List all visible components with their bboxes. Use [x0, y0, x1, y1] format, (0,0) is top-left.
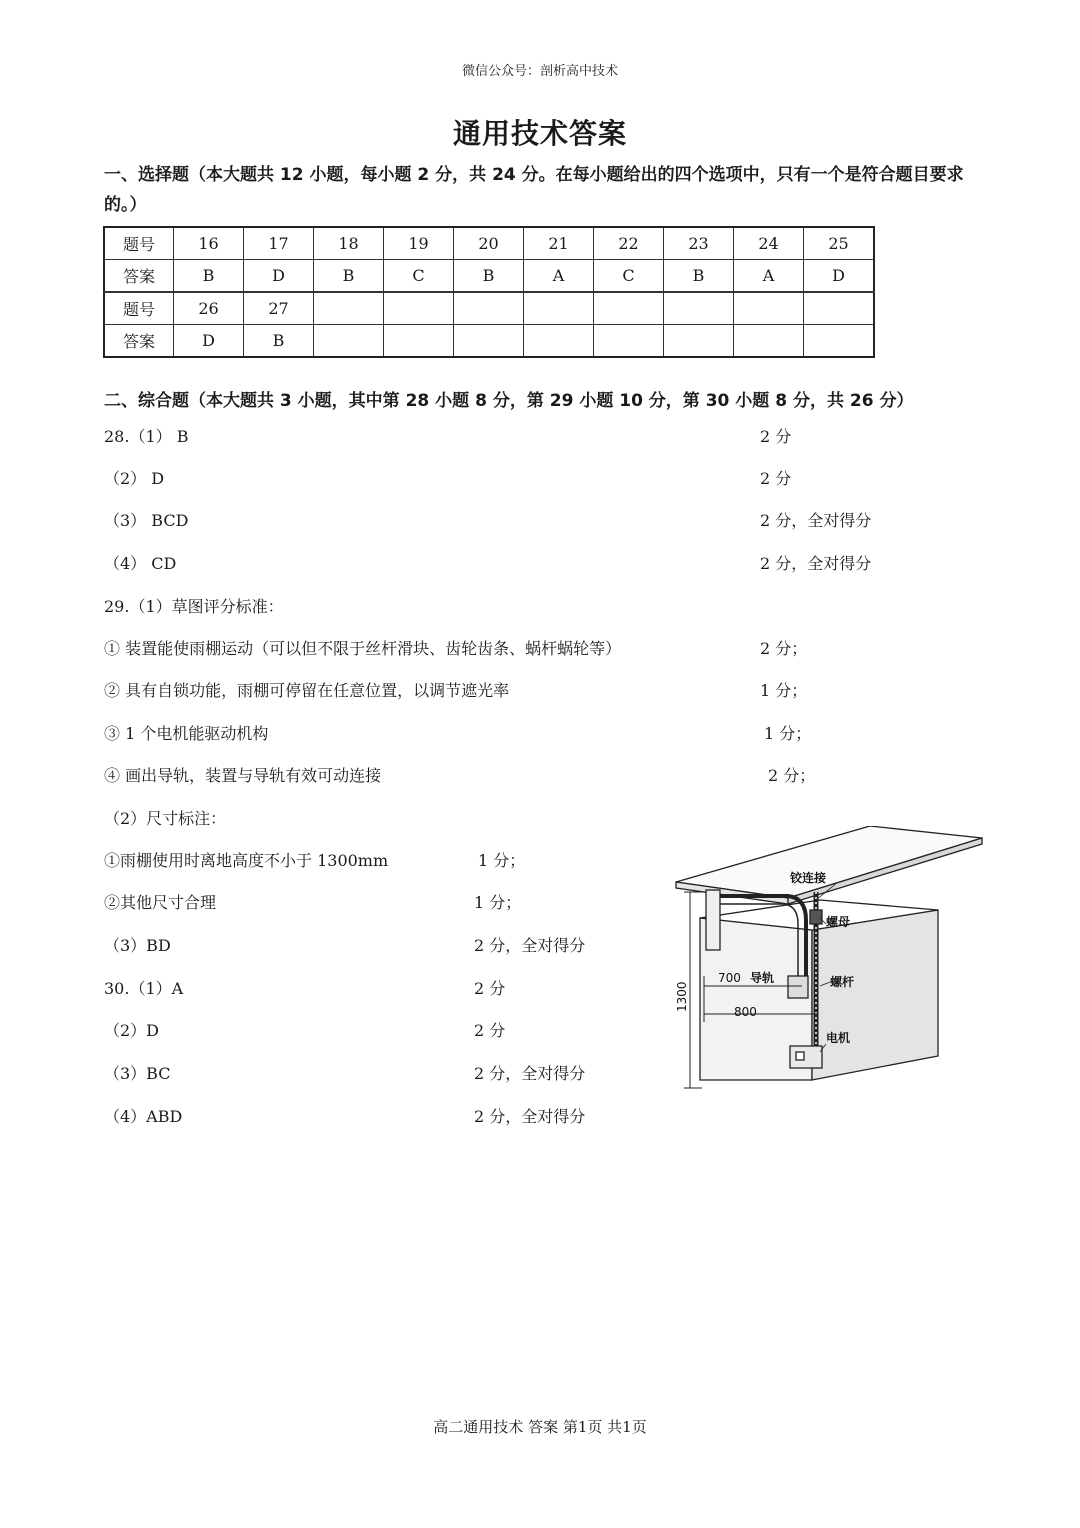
dimension-700: 700	[718, 971, 741, 985]
q28-score: 2 分	[760, 427, 792, 446]
answer-cell	[454, 325, 524, 358]
question-number: 22	[594, 227, 664, 260]
answer-cell: A	[734, 260, 804, 293]
q30-item: 30.（1）A	[104, 979, 184, 998]
q29-part2-score: 1 分；	[474, 893, 522, 912]
answer-cell	[314, 325, 384, 358]
answer-cell: C	[384, 260, 454, 293]
q28-item: （4） CD	[104, 554, 177, 573]
answer-cell: D	[804, 260, 875, 293]
answer-cell: B	[454, 260, 524, 293]
q30-score: 2 分	[474, 979, 506, 998]
answer-cell: C	[594, 260, 664, 293]
row-label: 答案	[104, 260, 174, 293]
q29-criterion: ② 具有自锁功能，雨棚可停留在任意位置，以调节遮光率	[104, 681, 510, 700]
question-number	[454, 292, 524, 325]
wall-side	[812, 910, 938, 1080]
question-number	[594, 292, 664, 325]
q29-part2-item: （3）BD	[104, 936, 171, 955]
question-number: 19	[384, 227, 454, 260]
awning-mechanism-figure	[670, 826, 990, 1096]
answer-cell	[804, 325, 875, 358]
question-number	[384, 292, 454, 325]
q28-score: 2 分，全对得分	[760, 511, 872, 530]
q28-item: （3） BCD	[104, 511, 189, 530]
answer-cell: B	[664, 260, 734, 293]
answer-cell: D	[244, 260, 314, 293]
question-number	[804, 292, 875, 325]
question-number: 16	[174, 227, 244, 260]
label-nut: 螺母	[826, 915, 851, 929]
q28-score: 2 分，全对得分	[760, 554, 872, 573]
question-number: 23	[664, 227, 734, 260]
page-title: 通用技术答案	[452, 117, 627, 150]
table-row	[104, 292, 874, 325]
nut	[810, 910, 822, 924]
q30-item: （4）ABD	[104, 1107, 183, 1126]
q30-score: 2 分，全对得分	[474, 1107, 586, 1126]
q29-part2-title: （2）尺寸标注：	[104, 809, 227, 828]
answer-cell	[524, 325, 594, 358]
q29-title: 29.（1）草图评分标准：	[104, 597, 284, 616]
label-rail: 导轨	[750, 971, 775, 985]
q29-part2-score: 1 分；	[478, 851, 526, 870]
label-hinge: 铰连接	[790, 871, 827, 885]
q30-item: （2）D	[104, 1021, 160, 1040]
answer-cell: A	[524, 260, 594, 293]
question-number: 18	[314, 227, 384, 260]
q28-score: 2 分	[760, 469, 792, 488]
question-number	[524, 292, 594, 325]
q30-score: 2 分	[474, 1021, 506, 1040]
q28-item: （2） D	[104, 469, 165, 488]
answer-cell: B	[314, 260, 384, 293]
answer-cell	[734, 325, 804, 358]
q29-score: 1 分；	[760, 681, 808, 700]
dimension-1300: 1300	[675, 981, 689, 1012]
q29-part2-item: ②其他尺寸合理	[104, 893, 217, 912]
question-number: 20	[454, 227, 524, 260]
q29-score: 2 分；	[760, 639, 808, 658]
dimension-800: 800	[734, 1005, 757, 1019]
answer-cell	[594, 325, 664, 358]
motor	[790, 1046, 822, 1068]
answer-cell: D	[174, 325, 244, 358]
page-header: 微信公众号：剖析高中技术	[461, 64, 618, 79]
q29-criterion: ④ 画出导轨，装置与导轨有效可动连接	[104, 766, 382, 785]
q29-score: 1 分；	[764, 724, 812, 743]
label-screw: 螺杆	[830, 975, 855, 989]
page-footer: 高二通用技术 答案 第1页 共1页	[433, 1418, 647, 1436]
row-label: 题号	[104, 292, 174, 325]
answer-cell	[664, 325, 734, 358]
q29-criterion: ③ 1 个电机能驱动机构	[104, 724, 269, 743]
question-number: 26	[174, 292, 244, 325]
table-row	[104, 227, 874, 260]
table-row	[104, 325, 874, 358]
section1-heading: 一、选择题（本大题共 12 小题，每小题 2 分，共 24 分。在每小题给出的四个选项中，只有一个是符合题目要求的。）	[104, 165, 964, 215]
question-number: 21	[524, 227, 594, 260]
row-label: 答案	[104, 325, 174, 358]
question-number	[664, 292, 734, 325]
q30-item: （3）BC	[104, 1064, 171, 1083]
q29-part2-score: 2 分，全对得分	[474, 936, 586, 955]
section2-heading: 二、综合题（本大题共 3 小题，其中第 28 小题 8 分，第 29 小题 10 分，第 30 小题 8 分，共 26 分）	[104, 391, 914, 411]
q28-item: 28.（1） B	[104, 427, 189, 446]
q29-criterion: ① 装置能使雨棚运动（可以但不限于丝杆滑块、齿轮齿条、蜗杆蜗轮等）	[104, 639, 622, 658]
answer-cell: B	[174, 260, 244, 293]
q30-score: 2 分，全对得分	[474, 1064, 586, 1083]
q29-score: 2 分；	[768, 766, 816, 785]
question-number: 24	[734, 227, 804, 260]
question-number	[734, 292, 804, 325]
question-number	[314, 292, 384, 325]
answer-cell: B	[244, 325, 314, 358]
question-number: 17	[244, 227, 314, 260]
table-row	[104, 260, 874, 293]
label-motor: 电机	[826, 1031, 851, 1045]
answer-table	[103, 226, 875, 358]
question-number: 27	[244, 292, 314, 325]
q29-part2-item: ①雨棚使用时离地高度不小于 1300mm	[104, 851, 389, 870]
answer-cell	[384, 325, 454, 358]
row-label: 题号	[104, 227, 174, 260]
question-number: 25	[804, 227, 875, 260]
